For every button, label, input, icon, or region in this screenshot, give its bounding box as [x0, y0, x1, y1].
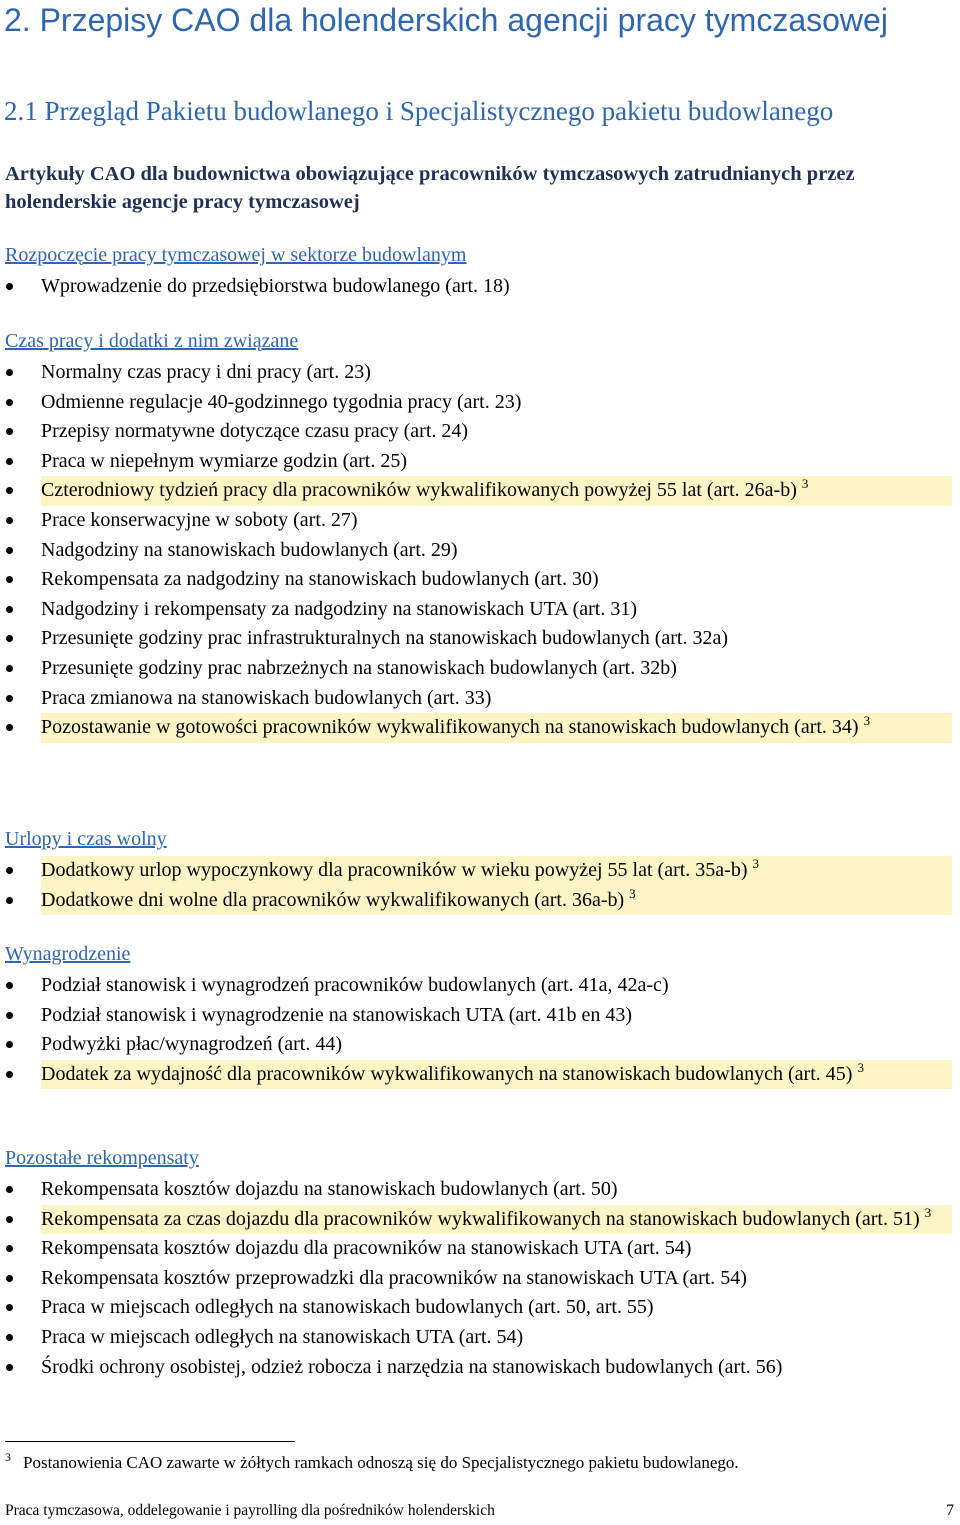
list-item: Podwyżki płac/wynagrodzeń (art. 44) — [0, 1030, 960, 1060]
footnote-ref: 3 — [801, 476, 809, 492]
list-item: Podział stanowisk i wynagrodzenie na stanowiskach UTA (art. 41b en 43) — [0, 1001, 960, 1031]
section-title-leave: Urlopy i czas wolny — [5, 828, 167, 850]
section-list-working-time — [0, 358, 960, 743]
list-item: Przesunięte godziny prac nabrzeżnych na stanowiskach budowlanych (art. 32b) — [0, 654, 960, 684]
footnote-ref: 3 — [863, 713, 871, 729]
list-item: Nadgodziny i rekompensaty za nadgodziny na stanowiskach UTA (art. 31) — [0, 595, 960, 625]
footnote-text: Postanowienia CAO zawarte w żółtych ramkach odnoszą się do Specjalistycznego pakietu budowlanego. — [23, 1453, 739, 1472]
list-item: Prace konserwacyjne w soboty (art. 27) — [0, 506, 960, 536]
footnote: $^3$ Postanowienia CAO zawarte w żółtych ramkach odnoszą się do Specjalistycznego pakietu budowlanego. — [5, 1450, 739, 1472]
list-item: Praca w miejscach odległych na stanowiskach budowlanych (art. 50, art. 55) — [0, 1293, 960, 1323]
footnote-ref: 3 — [752, 856, 759, 871]
list-item-highlighted: Dodatkowe dni wolne dla pracowników wykwalifikowanych (art. 36a-b) $^3$ — [0, 886, 960, 916]
list-item: Przesunięte godziny prac infrastrukturalnych na stanowiskach budowlanych (art. 32a) — [0, 624, 960, 654]
list-item-highlighted: Pozostawanie w gotowości pracowników wykwalifikowanych na stanowiskach budowlanych (art. 34) $^3$ — [0, 713, 960, 743]
list-item-highlighted: Dodatkowy urlop wypoczynkowy dla pracowników w wieku powyżej 55 lat (art. 35a-b) $^3$ — [0, 856, 960, 886]
page-title: 2. Przepisy CAO dla holenderskich agencji pracy tymczasowej — [4, 2, 888, 38]
page-footer: Praca tymczasowa, oddelegowanie i payrolling dla pośredników holenderskich — [5, 1502, 495, 1519]
section-title-working-time: Czas pracy i dodatki z nim związane — [5, 330, 299, 352]
list-item: Przepisy normatywne dotyczące czasu pracy (art. 24) — [0, 417, 960, 447]
list-item: Praca zmianowa na stanowiskach budowlanych (art. 33) — [0, 684, 960, 714]
list-item: Praca w miejscach odległych na stanowiskach UTA (art. 54) — [0, 1323, 960, 1353]
subsection-title: 2.1 Przegląd Pakietu budowlanego i Specjalistycznego pakietu budowlanego — [4, 96, 834, 126]
list-item-highlighted: Dodatek za wydajność dla pracowników wykwalifikowanych na stanowiskach budowlanych (art. 45) $^3$ — [0, 1060, 960, 1090]
section-list-other-compensation — [0, 1175, 960, 1382]
section-list-pay — [0, 971, 960, 1089]
list-item: Rekompensata kosztów dojazdu na stanowiskach budowlanych (art. 50) — [0, 1175, 960, 1205]
sub-heading: Artykuły CAO dla budownictwa obowiązujące pracowników tymczasowych zatrudnianych przez holenderskie agencje pracy tymczasowej — [5, 163, 855, 213]
footnote-ref: 3 — [857, 1059, 864, 1075]
list-item: Rekompensata za nadgodziny na stanowiskach budowlanych (art. 30) — [0, 565, 960, 595]
footnote-ref: 3 — [924, 1204, 932, 1220]
section-list-leave — [0, 856, 960, 915]
section-title-start: Rozpoczęcie pracy tymczasowej w sektorze budowlanym — [5, 244, 467, 266]
list-item: Normalny czas pracy i dni pracy (art. 23) — [0, 358, 960, 388]
footnote-divider — [5, 1441, 295, 1442]
list-item: Podział stanowisk i wynagrodzeń pracowników budowlanych (art. 41a, 42a-c) — [0, 971, 960, 1001]
list-item: Odmienne regulacje 40-godzinnego tygodnia pracy (art. 23) — [0, 388, 960, 418]
footnote-ref: 3 — [629, 885, 636, 901]
list-item: Nadgodziny na stanowiskach budowlanych (art. 29) — [0, 536, 960, 566]
page-number: 7 — [946, 1502, 954, 1519]
list-item: Rekompensata kosztów dojazdu dla pracowników na stanowiskach UTA (art. 54) — [0, 1234, 960, 1264]
list-item-highlighted: Czterodniowy tydzień pracy dla pracowników wykwalifikowanych powyżej 55 lat (art. 26a-b) $^3$ — [0, 476, 960, 506]
section-title-pay: Wynagrodzenie — [5, 943, 131, 965]
list-item: Środki ochrony osobistej, odzież robocza i narzędzia na stanowiskach budowlanych (art. 56) — [0, 1353, 960, 1383]
list-item: Praca w niepełnym wymiarze godzin (art. 25) — [0, 447, 960, 477]
list-item: Wprowadzenie do przedsiębiorstwa budowlanego (art. 18) — [0, 272, 960, 302]
list-item: Rekompensata kosztów przeprowadzki dla pracowników na stanowiskach UTA (art. 54) — [0, 1264, 960, 1294]
section-list-start — [0, 272, 960, 302]
section-title-other-compensation: Pozostałe rekompensaty — [5, 1147, 199, 1169]
list-item-highlighted: Rekompensata za czas dojazdu dla pracowników wykwalifikowanych na stanowiskach budowlanych (art. 51) $^3$ — [0, 1205, 960, 1235]
